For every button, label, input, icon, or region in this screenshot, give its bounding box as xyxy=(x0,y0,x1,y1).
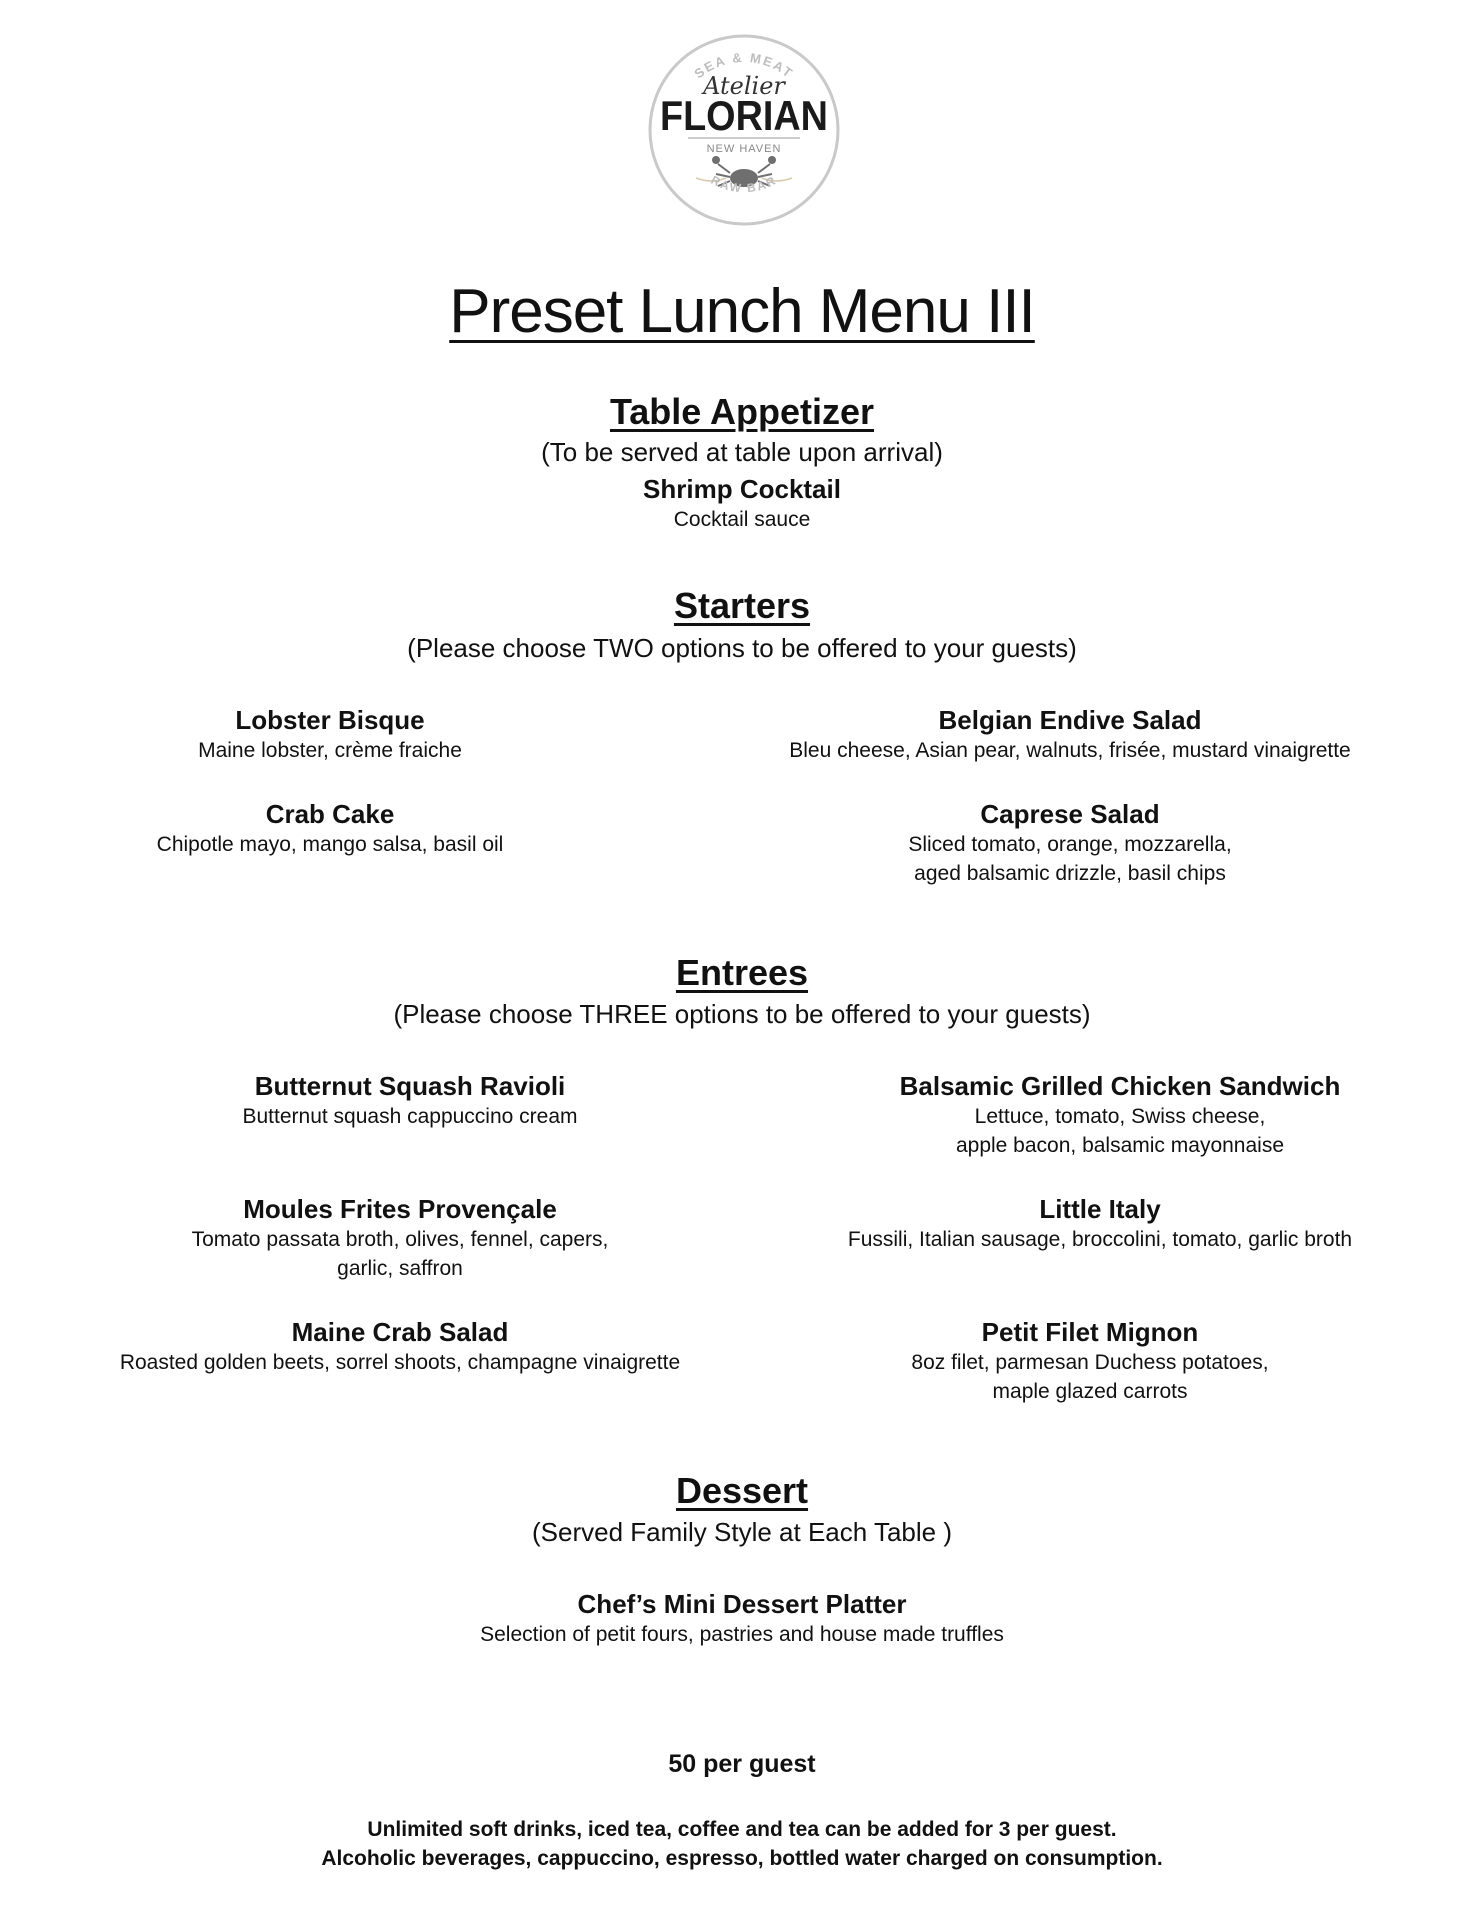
appetizer-heading xyxy=(0,390,1484,434)
entree-item xyxy=(870,1316,1310,1406)
atelier-florian-logo xyxy=(646,32,842,228)
dish-desc: maple glazed carrots xyxy=(992,1380,1188,1403)
dish-name: Belgian Endive Salad xyxy=(938,705,1202,735)
dish-desc: apple bacon, balsamic mayonnaise xyxy=(955,1134,1285,1157)
starter-item xyxy=(130,704,530,765)
dish-desc: Fussili, Italian sausage, broccolini, tomato, garlic broth xyxy=(847,1228,1353,1251)
dish-desc: Chipotle mayo, mango salsa, basil oil xyxy=(156,833,504,856)
logo-city-text: NEW HAVEN xyxy=(706,143,782,155)
starters-heading xyxy=(0,584,1484,628)
dish-desc: Maine lobster, crème fraiche xyxy=(198,739,462,762)
starter-item xyxy=(860,798,1280,888)
logo-top-arc: SEA & MEAT xyxy=(691,49,797,82)
dish-desc: Selection of petit fours, pastries and house made truffles xyxy=(480,1623,1004,1646)
footer-note: Unlimited soft drinks, iced tea, coffee and tea can be added for 3 per guest. xyxy=(367,1818,1117,1841)
logo-bottom-arc: RAW BAR xyxy=(708,172,780,196)
price xyxy=(0,1748,1484,1780)
entree-item xyxy=(860,1070,1380,1160)
dish-desc: Cocktail sauce xyxy=(673,508,811,531)
menu-title-text: Preset Lunch Menu III xyxy=(449,277,1035,346)
dessert-heading-text: Dessert xyxy=(675,1470,809,1511)
dish-name: Shrimp Cocktail xyxy=(643,474,841,504)
appetizer-note: (To be served at table upon arrival) xyxy=(541,437,943,467)
entree-item xyxy=(820,1193,1380,1254)
dish-desc: Roasted golden beets, sorrel shoots, champagne vinaigrette xyxy=(119,1351,681,1374)
logo-name-text: FLORIAN xyxy=(660,92,828,139)
dish-name: Butternut Squash Ravioli xyxy=(254,1071,566,1101)
entree-item xyxy=(150,1193,650,1283)
entrees-heading-text: Entrees xyxy=(675,952,809,993)
dish-desc: garlic, saffron xyxy=(337,1257,463,1280)
dish-desc: Bleu cheese, Asian pear, walnuts, frisée, mustard vinaigrette xyxy=(789,739,1351,762)
dish-desc: 8oz filet, parmesan Duchess potatoes, xyxy=(911,1351,1269,1374)
dessert-note: (Served Family Style at Each Table ) xyxy=(531,1517,953,1547)
entrees-heading xyxy=(0,951,1484,995)
appetizer-dish xyxy=(0,473,1484,534)
dish-name: Lobster Bisque xyxy=(235,705,425,735)
entree-item xyxy=(90,1316,710,1377)
menu-title xyxy=(0,272,1484,352)
dessert-heading xyxy=(0,1469,1484,1513)
dish-name: Moules Frites Provençale xyxy=(243,1194,557,1224)
price-text: 50 per guest xyxy=(668,1750,816,1778)
dish-desc: Tomato passata broth, olives, fennel, capers, xyxy=(191,1228,609,1251)
entrees-note: (Please choose THREE options to be offered to your guests) xyxy=(393,999,1091,1029)
dish-desc: Sliced tomato, orange, mozzarella, xyxy=(908,833,1232,856)
dish-desc: aged balsamic drizzle, basil chips xyxy=(914,862,1226,885)
dish-name: Chef’s Mini Dessert Platter xyxy=(577,1589,907,1619)
dish-name: Caprese Salad xyxy=(980,799,1160,829)
dish-name: Maine Crab Salad xyxy=(291,1317,509,1347)
entree-item xyxy=(200,1070,620,1131)
starter-item xyxy=(130,798,530,859)
starters-note: (Please choose TWO options to be offered to your guests) xyxy=(407,633,1077,663)
starter-item xyxy=(760,704,1380,765)
dish-name: Crab Cake xyxy=(265,799,395,829)
logo-script-text: Atelier xyxy=(703,72,785,100)
dish-name: Little Italy xyxy=(1039,1194,1161,1224)
dessert-dish xyxy=(0,1588,1484,1649)
footer-note: Alcoholic beverages, cappuccino, espresso, bottled water charged on consumption. xyxy=(321,1847,1163,1870)
dish-name: Balsamic Grilled Chicken Sandwich xyxy=(899,1071,1341,1101)
dish-desc: Lettuce, tomato, Swiss cheese, xyxy=(974,1105,1266,1128)
dish-name: Petit Filet Mignon xyxy=(981,1317,1199,1347)
appetizer-heading-text: Table Appetizer xyxy=(609,391,875,432)
dish-desc: Butternut squash cappuccino cream xyxy=(242,1105,578,1128)
starters-heading-text: Starters xyxy=(673,585,811,626)
